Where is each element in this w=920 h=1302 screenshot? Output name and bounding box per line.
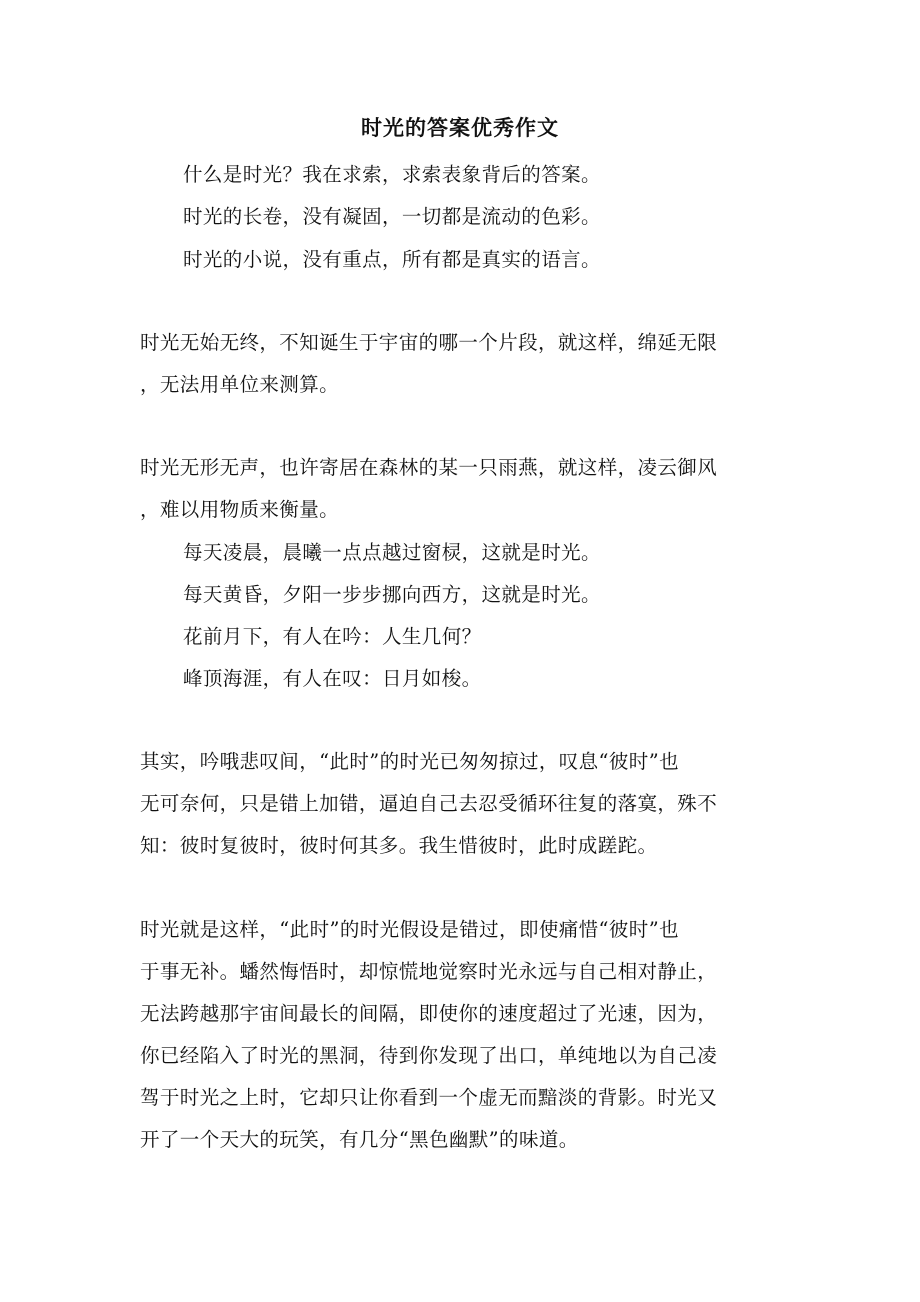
text-line: 开了一个天大的玩笑，有几分“黑色幽默”的味道。: [140, 1128, 579, 1151]
document-title: 时光的答案优秀作文: [361, 115, 559, 140]
text-line: 时光的长卷，没有凝固，一切都是流动的色彩。: [183, 205, 601, 228]
text-line: 其实，吟哦悲叹间，“此时”的时光已匆匆掠过，叹息“彼时”也: [140, 750, 679, 773]
text-line: 无法跨越那宇宙间最长的间隔，即使你的速度超过了光速，因为，: [140, 1002, 718, 1025]
text-line: 时光无始无终，不知诞生于宇宙的哪一个片段，就这样，绵延无限: [140, 331, 718, 354]
text-line: 每天黄昏，夕阳一步步挪向西方，这就是时光。: [183, 583, 601, 606]
text-line: 你已经陷入了时光的黑洞，待到你发现了出口，单纯地以为自己凌: [140, 1044, 718, 1067]
text-line: 于事无补。蟠然悔悟时，却惊慌地觉察时光永远与自己相对静止，: [140, 960, 718, 983]
text-line: 花前月下，有人在吟：人生几何？: [183, 625, 482, 648]
text-line: 时光就是这样，“此时”的时光假设是错过，即使痛惜“彼时”也: [140, 918, 679, 941]
text-line: 驾于时光之上时，它却只让你看到一个虚无而黯淡的背影。时光又: [140, 1086, 718, 1109]
text-line: 知：彼时复彼时，彼时何其多。我生惜彼时，此时成蹉跎。: [140, 834, 658, 857]
text-line: ，无法用单位来测算。: [140, 373, 340, 396]
text-line: 每天凌晨，晨曦一点点越过窗棂，这就是时光。: [183, 541, 601, 564]
text-line: 时光的小说，没有重点，所有都是真实的语言。: [183, 248, 601, 271]
text-line: ，难以用物质来衡量。: [140, 498, 340, 521]
text-line: 时光无形无声，也许寄居在森林的某一只雨燕，就这样，凌云御风: [140, 456, 718, 479]
text-line: 什么是时光？我在求索，求索表象背后的答案。: [183, 163, 601, 186]
text-line: 峰顶海涯，有人在叹：日月如梭。: [183, 667, 482, 690]
text-line: 无可奈何，只是错上加错，逼迫自己去忍受循环往复的落寞，殊不: [140, 792, 718, 815]
